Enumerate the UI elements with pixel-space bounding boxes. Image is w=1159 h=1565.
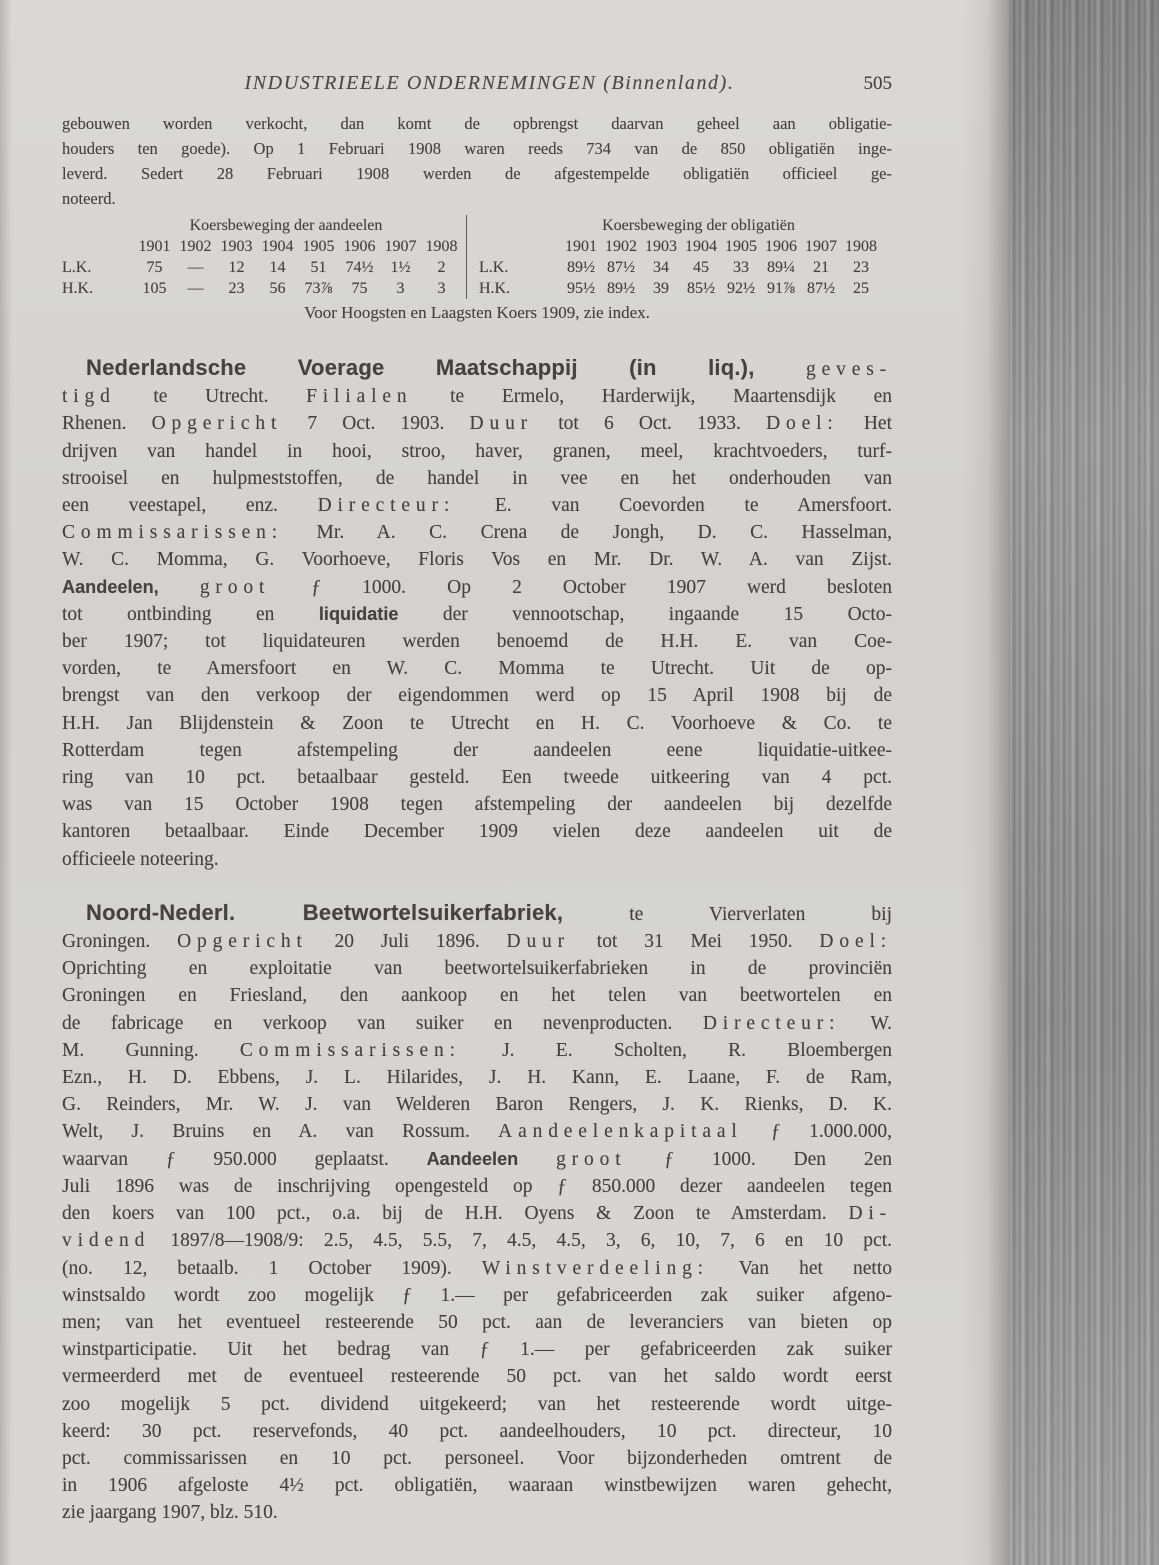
koers-value: 34 bbox=[653, 259, 669, 276]
table-row bbox=[479, 257, 892, 278]
text-segment bbox=[159, 577, 200, 598]
text-line bbox=[62, 354, 892, 383]
text-line bbox=[62, 1064, 892, 1091]
koers-value: 23 bbox=[228, 280, 245, 297]
text-segment: Welt, J. Bruins en A. van Rossum. bbox=[62, 1121, 499, 1143]
section-heading-text: Nederlandsche Voerage Maatschappij (in liq.), bbox=[86, 355, 806, 380]
text-line bbox=[62, 1282, 892, 1309]
koers-value: 85½ bbox=[687, 280, 715, 297]
text-segment: G. Reinders, Mr. W. J. van Welderen Baron Rengers, J. K. Rienks, D. K. bbox=[62, 1094, 892, 1116]
year-cell: 1902 bbox=[605, 238, 637, 255]
text-segment: vermeerderd met de eventueel resteerende 50 pct. van het saldo wordt eerst bbox=[62, 1366, 892, 1388]
years-row bbox=[479, 236, 892, 257]
text-line bbox=[62, 1200, 892, 1227]
koers-value: 12 bbox=[228, 259, 245, 276]
text-segment: der vennootschap, ingaande 15 Octo- bbox=[398, 603, 892, 625]
text-segment: Filialen bbox=[306, 386, 413, 408]
text-segment: Het bbox=[838, 413, 892, 435]
text-segment: ring van 10 pct. betaalbaar gesteld. Een tweede uitkeering van 4 pct. bbox=[62, 767, 892, 789]
text-segment: Rotterdam tegen afstempeling der aandeelen eene liquidatie-uitkee- bbox=[62, 739, 892, 761]
text-segment: vidend bbox=[62, 1230, 151, 1252]
left-edge-shadow bbox=[0, 0, 12, 1565]
koers-value: 73⅞ bbox=[304, 280, 333, 297]
text-segment: M. Gunning. bbox=[62, 1039, 240, 1061]
koers-value: 3 bbox=[396, 280, 405, 297]
text-segment: Commissarissen: bbox=[62, 522, 284, 544]
table-row bbox=[62, 257, 466, 278]
intro-line: gebouwen worden verkocht, dan komt de opbrengst daarvan geheel aan obligatie- bbox=[62, 114, 892, 133]
koers-value: 105 bbox=[142, 280, 167, 297]
text-segment: drijven van handel in hooi, stroo, haver, granen, meel, krachtvoeders, turf- bbox=[62, 440, 892, 462]
koers-value: 89½ bbox=[607, 280, 635, 297]
section-nederlandsche-voerage-maatschappij bbox=[62, 354, 892, 873]
text-segment: tigd bbox=[62, 386, 116, 408]
year-cell: 1904 bbox=[261, 238, 294, 255]
text-line bbox=[62, 1091, 892, 1118]
year-cell: 1903 bbox=[220, 238, 253, 255]
page-content bbox=[62, 72, 892, 1527]
text-line bbox=[62, 1146, 892, 1173]
text-segment: 7 Oct. 1903. bbox=[282, 413, 470, 435]
text-line bbox=[62, 546, 892, 573]
text-segment: strooisel en hulpmeststoffen, de handel in vee en het onderhouden van bbox=[62, 467, 892, 489]
koers-table-obligatien bbox=[466, 215, 892, 299]
koers-value: 87½ bbox=[607, 259, 635, 276]
text-segment: 20 Juli 1896. bbox=[307, 931, 507, 953]
koers-value: 33 bbox=[733, 259, 749, 276]
text-line bbox=[62, 519, 892, 546]
text-segment: Directeur: bbox=[317, 495, 456, 517]
page-curve-shadow bbox=[961, 0, 1009, 1565]
year-cell: 1908 bbox=[425, 238, 458, 255]
text-segment: Doel: bbox=[766, 413, 839, 435]
text-segment: brengst van den verkoop der eigendommen werd op 15 April 1908 bij de bbox=[62, 685, 892, 707]
text-line bbox=[62, 1418, 892, 1445]
row-label bbox=[62, 236, 134, 257]
year-cell: 1908 bbox=[845, 238, 877, 255]
koers-value: 25 bbox=[853, 280, 869, 297]
text-line bbox=[62, 764, 892, 791]
text-segment: was van 15 October 1908 tegen afstempeling der aandeelen bij dezelfde bbox=[62, 794, 892, 816]
koers-footnote: Voor Hoogsten en Laagsten Koers 1909, zie index. bbox=[304, 303, 650, 322]
running-header bbox=[62, 72, 892, 95]
text-segment: tot 6 Oct. 1933. bbox=[533, 413, 767, 435]
text-line bbox=[62, 818, 892, 845]
text-segment: tot ontbinding en bbox=[62, 603, 319, 625]
koers-value: 21 bbox=[813, 259, 829, 276]
text-segment: zoo mogelijk 5 pct. dividend uitgekeerd; van het resteerende wordt uitge- bbox=[62, 1393, 892, 1415]
text-segment: J. E. Scholten, R. Bloembergen bbox=[460, 1039, 892, 1061]
book-page-edges bbox=[1009, 0, 1159, 1565]
text-segment: ber 1907; tot liquidateuren werden benoemd de H.H. E. van Coe- bbox=[62, 631, 892, 653]
text-segment: groot bbox=[199, 576, 271, 598]
text-line bbox=[62, 383, 892, 410]
text-line bbox=[62, 465, 892, 492]
text-line bbox=[62, 1037, 892, 1064]
text-segment: den koers van 100 pct., o.a. bij de H.H. Oyens & Zoon te Amsterdam. bbox=[62, 1203, 849, 1225]
text-line bbox=[62, 682, 892, 709]
koers-value: 23 bbox=[853, 259, 869, 276]
year-cell: 1901 bbox=[138, 238, 171, 255]
text-segment: Groningen en Friesland, den aankoop en het telen van beetwortelen en bbox=[62, 985, 892, 1007]
text-segment: men; van het eventueel resteerende 50 pct. aan de leveranciers van bieten op bbox=[62, 1311, 892, 1333]
text-segment: te Ermelo, Harderwijk, Maartensdijk en bbox=[412, 386, 892, 408]
text-line bbox=[62, 1472, 892, 1499]
koers-value: — bbox=[187, 259, 204, 276]
koers-value: 95½ bbox=[567, 280, 595, 297]
text-segment: pct. commissarissen en 10 pct. personeel. Voor bijzonderheden omtrent de bbox=[62, 1447, 892, 1469]
row-label: H.K. bbox=[479, 280, 511, 297]
text-segment: Juli 1896 was de inschrijving opengesteld op ƒ 850.000 dezer aandeelen tegen bbox=[62, 1175, 892, 1197]
koers-value: 91⅞ bbox=[767, 280, 795, 297]
text-segment: Opgericht bbox=[151, 413, 283, 435]
koers-value: 74½ bbox=[345, 259, 374, 276]
text-line bbox=[62, 1173, 892, 1200]
text-line bbox=[62, 1309, 892, 1336]
table-row bbox=[62, 278, 466, 299]
text-segment: geves- bbox=[806, 359, 892, 380]
text-segment: Van het netto bbox=[708, 1257, 893, 1279]
koers-value: 89½ bbox=[567, 259, 595, 276]
text-line bbox=[62, 410, 892, 437]
text-segment: ƒ 1.000.000, bbox=[742, 1121, 892, 1143]
text-line bbox=[62, 601, 892, 628]
table-row bbox=[479, 278, 892, 299]
intro-paragraph bbox=[62, 111, 892, 211]
koers-value: 92½ bbox=[727, 280, 755, 297]
text-line bbox=[62, 1255, 892, 1282]
year-cell: 1904 bbox=[685, 238, 717, 255]
text-segment bbox=[518, 1149, 556, 1170]
sections-container bbox=[62, 354, 892, 1527]
text-line bbox=[62, 1010, 892, 1037]
page-title: INDUSTRIEELE ONDERNEMINGEN (Binnenland). bbox=[244, 72, 735, 94]
koers-value: 45 bbox=[693, 259, 709, 276]
text-line bbox=[62, 1363, 892, 1390]
koers-value: 87½ bbox=[807, 280, 835, 297]
text-segment: Commissarissen: bbox=[239, 1039, 461, 1061]
text-line bbox=[62, 1227, 892, 1254]
text-segment: Aandeelenkapitaal bbox=[498, 1121, 743, 1143]
text-line bbox=[62, 846, 892, 873]
text-segment: winstsaldo wordt zoo mogelijk ƒ 1.— per gefabriceerden zak suiker afgeno- bbox=[62, 1284, 892, 1306]
koers-value: 14 bbox=[269, 259, 286, 276]
koers-value: 1½ bbox=[390, 259, 411, 276]
text-line bbox=[62, 628, 892, 655]
text-segment: Duur bbox=[506, 931, 570, 953]
text-segment: Ezn., H. D. Ebbens, J. L. Hilarides, J. H. Kann, E. Laane, F. de Ram, bbox=[62, 1067, 892, 1089]
text-line bbox=[62, 655, 892, 682]
text-line bbox=[62, 791, 892, 818]
years-row bbox=[62, 236, 466, 257]
text-segment: Winstverdeeling: bbox=[481, 1257, 709, 1279]
text-line bbox=[62, 899, 892, 928]
koers-value: 3 bbox=[437, 280, 446, 297]
text-segment: zie jaargang 1907, blz. 510. bbox=[62, 1502, 278, 1524]
text-segment: Duur bbox=[469, 413, 534, 435]
text-segment: Di- bbox=[848, 1203, 892, 1225]
text-line bbox=[62, 955, 892, 982]
text-segment: waarvan ƒ 950.000 geplaatst. bbox=[62, 1148, 427, 1170]
text-segment: keerd: 30 pct. reservefonds, 40 pct. aandeelhouders, 10 pct. directeur, 10 bbox=[62, 1420, 892, 1442]
text-line bbox=[62, 982, 892, 1009]
text-segment: 1897/8—1908/9: 2.5, 4.5, 5.5, 7, 4.5, 4.5, 3, 6, 10, 7, 6 en 10 pct. bbox=[150, 1230, 892, 1252]
text-segment: W. bbox=[840, 1012, 893, 1034]
text-line bbox=[62, 1499, 892, 1526]
text-segment: H.H. Jan Blijdenstein & Zoon te Utrecht en H. C. Voorhoeve & Co. te bbox=[62, 712, 892, 734]
year-cell: 1905 bbox=[725, 238, 757, 255]
section-heading-text: Noord-Nederl. Beetwortelsuikerfabriek, bbox=[86, 899, 564, 925]
text-segment: Aandeelen, bbox=[62, 576, 159, 597]
text-segment: vorden, te Amersfoort en W. C. Momma te Utrecht. Uit de op- bbox=[62, 658, 892, 680]
text-segment: te Utrecht. bbox=[115, 386, 307, 408]
koers-tables bbox=[62, 215, 892, 299]
koers-value: 39 bbox=[653, 280, 669, 297]
text-segment: (no. 12, betaalb. 1 October 1909). bbox=[62, 1257, 482, 1279]
intro-line: houders ten goede). Op 1 Februari 1908 waren reeds 734 van de 850 obligatiën inge- bbox=[62, 139, 892, 158]
text-line bbox=[62, 438, 892, 465]
text-segment: in 1906 afgeloste 4½ pct. obligatiën, waaraan winstbewijzen waren gehecht, bbox=[62, 1475, 892, 1497]
koers-value: 56 bbox=[269, 280, 286, 297]
koers-value: — bbox=[187, 280, 204, 297]
text-segment: ƒ 1000. Den 2en bbox=[626, 1148, 892, 1170]
koers-value: 89¼ bbox=[767, 259, 795, 276]
text-segment: officieele noteering. bbox=[62, 848, 219, 870]
text-line bbox=[62, 574, 892, 601]
text-segment: Oprichting en exploitatie van beetwortelsuikerfabrieken in de provinciën bbox=[62, 958, 892, 980]
year-cell: 1902 bbox=[179, 238, 212, 255]
text-line bbox=[62, 492, 892, 519]
text-segment: winstparticipatie. Uit het bedrag van ƒ 1.— per gefabriceerden zak suiker bbox=[62, 1339, 892, 1361]
text-segment: E. van Coevorden te Amersfoort. bbox=[455, 495, 892, 517]
row-label: L.K. bbox=[62, 259, 92, 276]
koers-value: 75 bbox=[146, 259, 163, 276]
text-segment: ƒ 1000. Op 2 October 1907 werd besloten bbox=[270, 576, 893, 598]
koers-value: 75 bbox=[351, 280, 368, 297]
text-segment: tot 31 Mei 1950. bbox=[570, 931, 820, 953]
text-segment: Aandeelen bbox=[426, 1148, 519, 1169]
year-cell: 1903 bbox=[645, 238, 677, 255]
text-segment: kantoren betaalbaar. Einde December 1909 vielen deze aandeelen uit de bbox=[62, 821, 892, 843]
text-line bbox=[62, 1118, 892, 1145]
year-cell: 1905 bbox=[302, 238, 335, 255]
row-label: L.K. bbox=[479, 259, 509, 276]
table-title: Koersbeweging der obligatiën bbox=[602, 217, 795, 234]
text-line bbox=[62, 737, 892, 764]
page-number: 505 bbox=[863, 73, 892, 94]
intro-line: noteerd. bbox=[62, 189, 116, 208]
koers-value: 51 bbox=[310, 259, 327, 276]
text-line bbox=[62, 710, 892, 737]
text-segment: liquidatie bbox=[318, 603, 399, 624]
year-cell: 1907 bbox=[805, 238, 837, 255]
text-segment: Directeur: bbox=[702, 1012, 841, 1034]
koers-value: 2 bbox=[437, 259, 446, 276]
intro-line: leverd. Sedert 28 Februari 1908 werden de afgestempelde obligatiën officieel ge- bbox=[62, 164, 892, 183]
text-segment: W. C. Momma, G. Voorhoeve, Floris Vos en Mr. Dr. W. A. van Zijst. bbox=[62, 549, 892, 571]
year-cell: 1907 bbox=[384, 238, 417, 255]
text-segment: Doel: bbox=[819, 931, 892, 953]
year-cell: 1901 bbox=[565, 238, 597, 255]
text-line bbox=[62, 1336, 892, 1363]
row-label: H.K. bbox=[62, 280, 94, 297]
text-segment: Rhenen. bbox=[62, 413, 152, 435]
text-segment: te Vierverlaten bij bbox=[563, 903, 893, 925]
text-line bbox=[62, 928, 892, 955]
text-line bbox=[62, 1445, 892, 1472]
section-noord-nederl-beetwortelsuikerfabriek bbox=[62, 899, 892, 1527]
text-segment: groot bbox=[556, 1148, 627, 1170]
koers-table-aandeelen bbox=[62, 215, 466, 299]
text-segment: Mr. A. C. Crena de Jongh, D. C. Hasselman, bbox=[283, 522, 892, 544]
year-cell: 1906 bbox=[765, 238, 797, 255]
table-title: Koersbeweging der aandeelen bbox=[189, 217, 383, 234]
row-label bbox=[479, 236, 561, 257]
year-cell: 1906 bbox=[343, 238, 376, 255]
text-segment: de fabricage en verkoop van suiker en nevenproducten. bbox=[62, 1012, 703, 1034]
text-segment: Groningen. bbox=[62, 931, 178, 953]
text-segment: Opgericht bbox=[177, 931, 308, 953]
text-segment: een veestapel, enz. bbox=[62, 495, 318, 517]
text-line bbox=[62, 1391, 892, 1418]
